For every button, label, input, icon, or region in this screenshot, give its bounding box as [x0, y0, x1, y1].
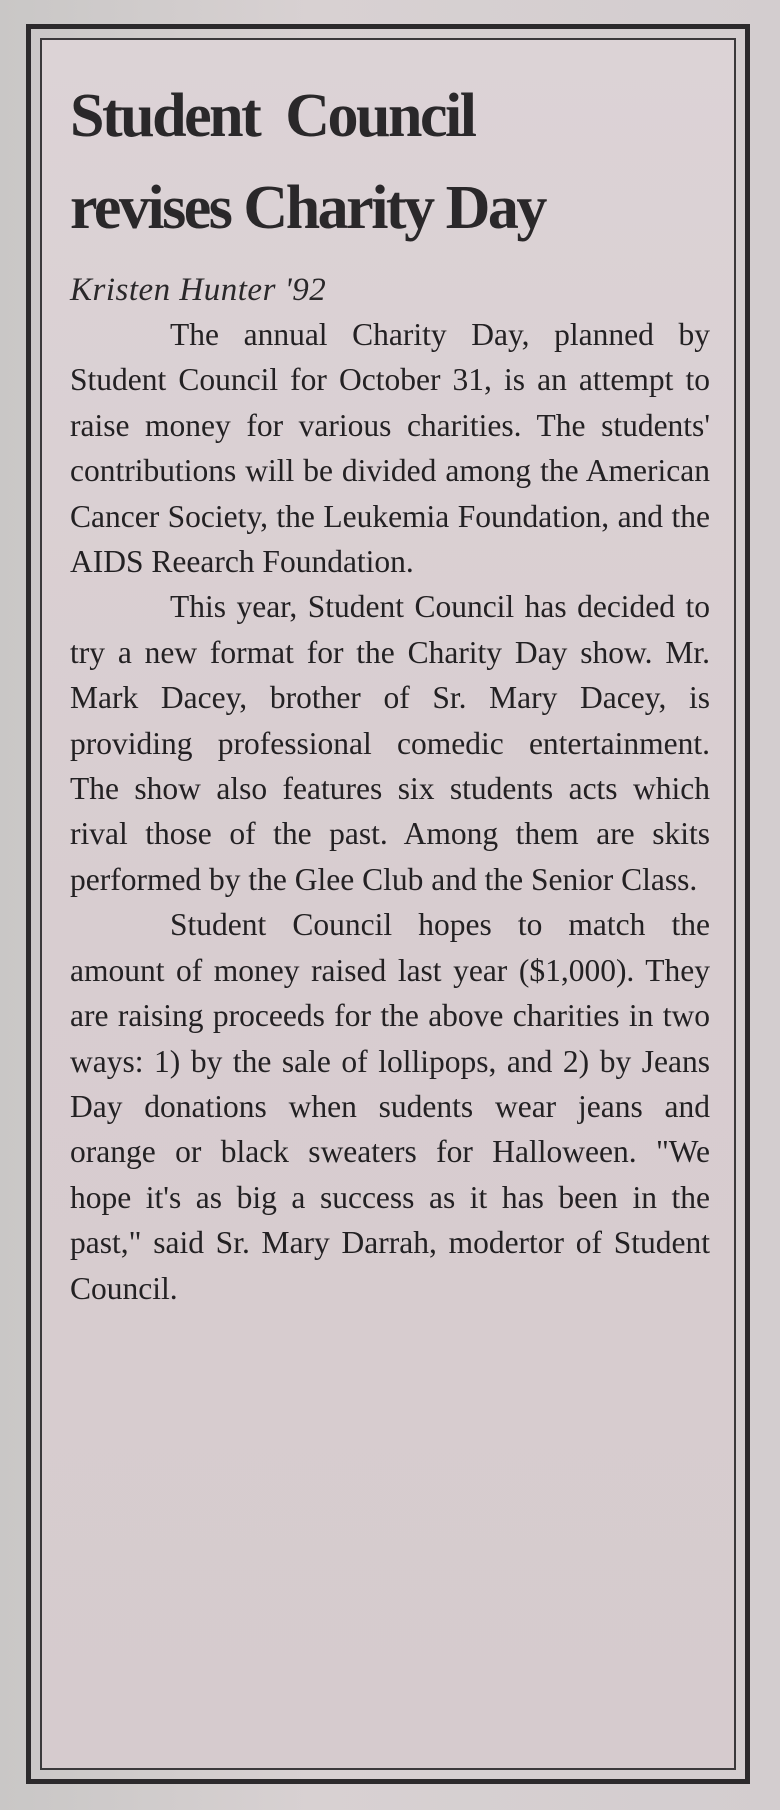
paragraph-2: This year, Student Council has decided to try a new format for the Charity Day show. Mr. Mark Dacey, brother of Sr. Mary Dacey, is providing professional comedic entertainment. The show also features six students acts which rival those of the past. Among them are skits performed by the Glee Club and the Senior Class. — [70, 589, 710, 897]
article — [70, 70, 710, 1311]
headline-line-2: revises Charity Day — [70, 174, 545, 242]
article-body — [70, 312, 710, 1311]
paragraph-3: Student Council hopes to match the amount of money raised last year ($1,000). They are raising proceeds for the above charities in two ways: 1) by the sale of lollipops, and 2) by Jeans Day donations when sudents wear jeans and orange or black sweaters for Halloween. "We hope it's as big a success as it has been in the past," said Sr. Mary Darrah, modertor of Student Council. — [70, 907, 710, 1306]
byline: Kristen Hunter '92 — [70, 272, 327, 308]
paragraph-1: The annual Charity Day, planned by Student Council for October 31, is an attempt to raise money for various charities. The students' contributions will be divided among the American Cancer Society, the Leukemia Foundation, and the AIDS Reearch Foundation. — [70, 317, 710, 580]
headline-line-1: Student Council — [70, 82, 475, 150]
headline — [70, 70, 710, 254]
